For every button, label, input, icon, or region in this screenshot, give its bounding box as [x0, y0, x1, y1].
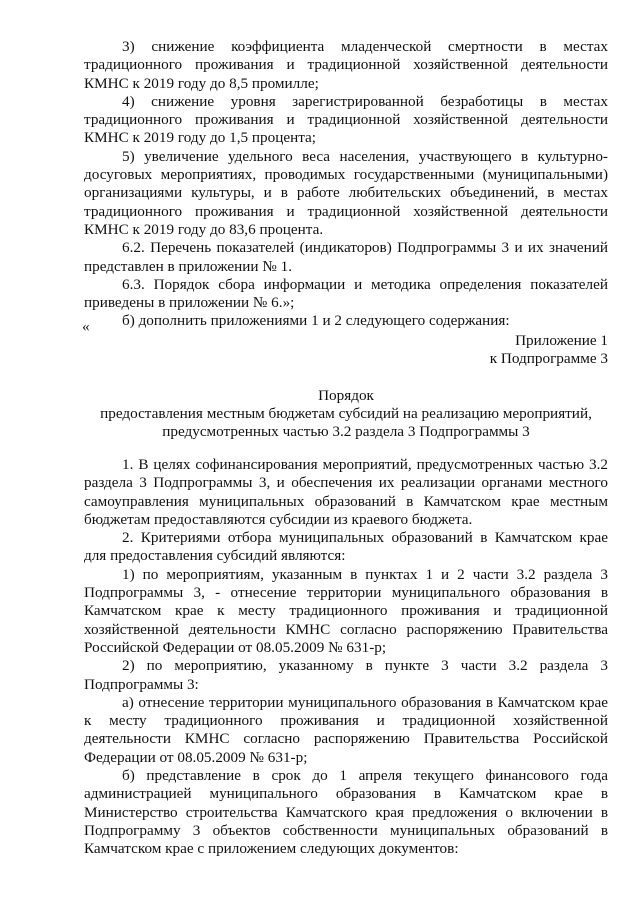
paragraph-1: 1. В целях софинансирования мероприятий, предусмотренных частью 3.2 раздела 3 Подпрограммы 3, и обеспечения их реализации органами местного самоуправления муниципальных образований в Камчатском крае местным бюджетам предоставляются субсидии из краевого бюджета.	[84, 456, 608, 528]
paragraph-2: 2. Критериями отбора муниципальных образований в Камчатском крае для предоставления субсидий являются:	[84, 529, 608, 565]
document-subtitle-line2: предусмотренных частью 3.2 раздела 3 Подпрограммы 3	[162, 423, 530, 440]
paragraph-2-2-a: а) отнесение территории муниципального образования в Камчатском крае к месту традиционного проживания и традиционной хозяйственной деятельности КМНС согласно распоряжению Правительства Российской Федерации от 08.05.2009 № 631-р;	[84, 693, 608, 766]
paragraph-6-3: 6.3. Порядок сбора информации и методика определения показателей приведены в приложении № 6.»;	[84, 275, 608, 312]
document-subtitle-line1: предоставления местным бюджетам субсидий на реализацию мероприятий,	[100, 405, 592, 422]
item-3-infant-mortality: 3) снижение коэффициента младенческой смертности в местах традиционного проживания и традиционной хозяйственной деятельности КМНС к 2019 году до 8,5 промилле;	[84, 38, 608, 92]
paragraph-b-supplement: б) дополнить приложениями 1 и 2 следующего содержания:	[122, 312, 510, 330]
paragraph-2-2: 2) по мероприятию, указанному в пункте 3 части 3.2 раздела 3 Подпрограммы 3:	[84, 657, 608, 693]
top-items	[84, 38, 608, 331]
document-title: Порядок	[318, 387, 374, 404]
appendix-subprogram: к Подпрограмме 3	[489, 350, 608, 367]
body-paragraphs	[84, 456, 608, 859]
appendix-label: Приложение 1	[515, 332, 608, 349]
paragraph-2-2-b: б) представление в срок до 1 апреля текущего финансового года администрацией муниципального образования в Камчатском крае в Министерство строительства Камчатского края предложения о включении в Подпрограмму 3 объектов собственности муниципальных образований в Камчатском крае с приложением следующих документов:	[84, 767, 608, 858]
paragraph-6-2: 6.2. Перечень показателей (индикаторов) Подпрограммы 3 и их значений представлен в приложении № 1.	[84, 239, 608, 275]
opening-quote: «	[82, 318, 90, 335]
paragraph-2-1: 1) по мероприятиям, указанным в пунктах 1 и 2 части 3.2 раздела 3 Подпрограммы 3, - отнесение территории муниципального образования в Камчатском крае к месту традиционного проживания и традиционной хозяйственной деятельности КМНС согласно распоряжению Правительства Российской Федерации от 08.05.2009 № 631-р;	[84, 565, 608, 656]
item-4-unemployment: 4) снижение уровня зарегистрированной безработицы в местах традиционного проживания и традиционной хозяйственной деятельности КМНС к 2019 году до 1,5 процента;	[84, 92, 608, 147]
item-5-cultural-events: 5) увеличение удельного веса населения, участвующего в культурно-досуговых мероприятиях, проводимых государственными (муниципальными) организациями культуры, и в работе любительских объединений, в местах традиционного проживания и традиционной хозяйственной деятельности КМНС к 2019 году до 83,6 процента.	[84, 147, 608, 238]
